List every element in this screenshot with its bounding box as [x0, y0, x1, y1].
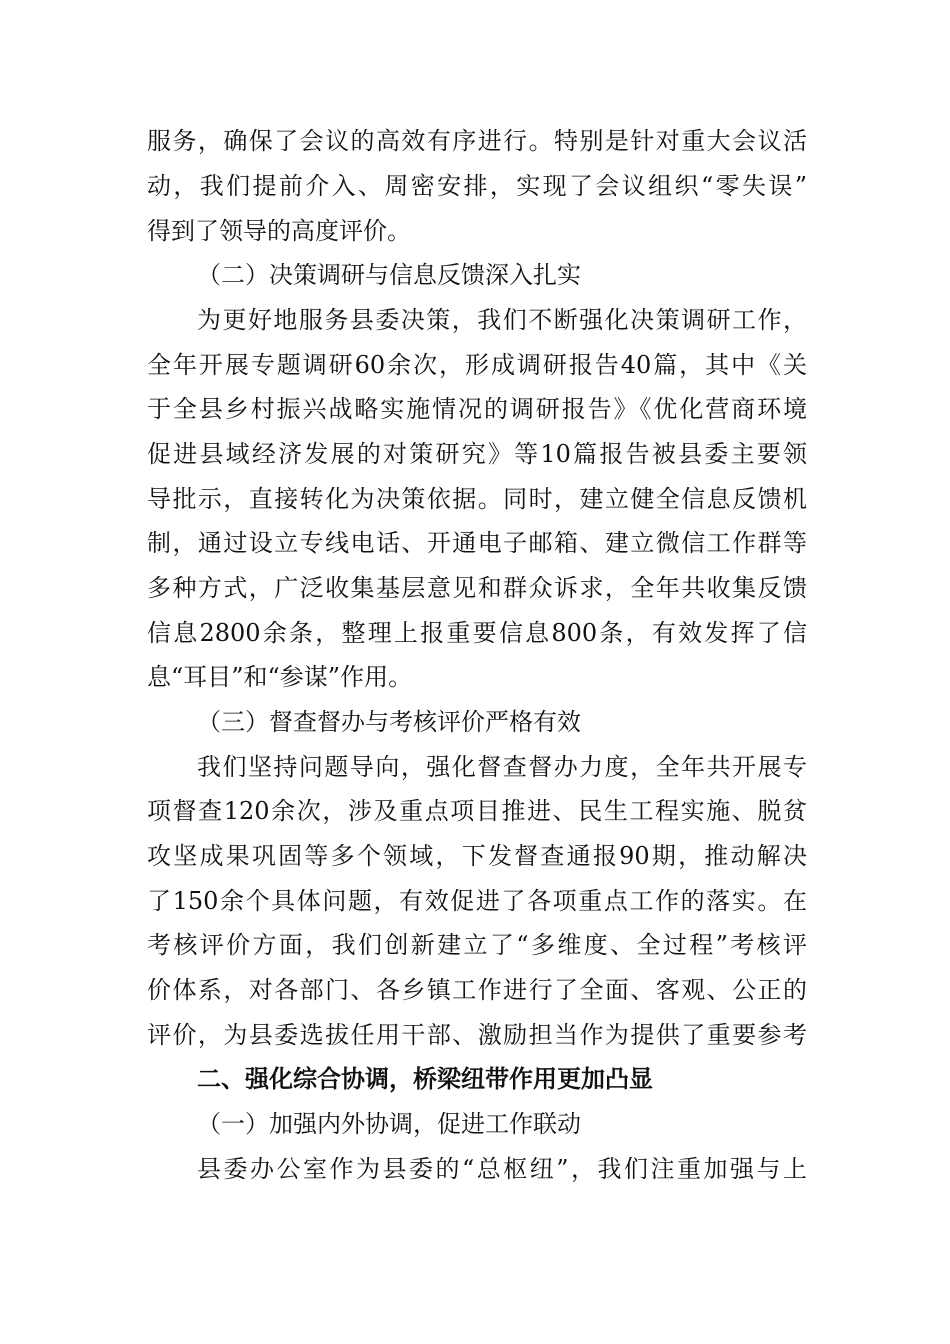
paragraph-line: 多种方式，广泛收集基层意见和群众诉求，全年共收集反馈 [147, 574, 807, 602]
paragraph-line: 信息2800余条，整理上报重要信息800条，有效发挥了信 [147, 619, 807, 647]
paragraph-line: 我们坚持问题导向，强化督查督办力度，全年共开展专 [197, 753, 807, 781]
paragraph-line: 项督查120余次，涉及重点项目推进、民生工程实施、脱贫 [147, 797, 807, 825]
paragraph-line: 促进县域经济发展的对策研究》等10篇报告被县委主要领 [147, 440, 807, 468]
chapter-heading: 二、强化综合协调，桥梁纽带作用更加凸显 [197, 1065, 653, 1093]
section-title: （三）督查督办与考核评价严格有效 [197, 708, 581, 736]
paragraph-line: 评价，为县委选拔任用干部、激励担当作为提供了重要参考 [147, 1021, 807, 1049]
paragraph-line: 制，通过设立专线电话、开通电子邮箱、建立微信工作群等 [147, 529, 807, 557]
paragraph-line: 服务，确保了会议的高效有序进行。特别是针对重大会议活 [147, 127, 807, 155]
paragraph-line: 价体系，对各部门、各乡镇工作进行了全面、客观、公正的 [147, 976, 807, 1004]
paragraph-line: 为更好地服务县委决策，我们不断强化决策调研工作， [197, 306, 807, 334]
paragraph-line: 考核评价方面，我们创新建立了“多维度、全过程”考核评 [147, 931, 807, 959]
paragraph-line: 全年开展专题调研60余次，形成调研报告40篇，其中《关 [147, 351, 807, 379]
paragraph-line: 动，我们提前介入、周密安排，实现了会议组织“零失误” [147, 172, 807, 200]
paragraph-line: 县委办公室作为县委的“总枢纽”，我们注重加强与上 [197, 1155, 807, 1183]
paragraph-line: 导批示，直接转化为决策依据。同时，建立健全信息反馈机 [147, 485, 807, 513]
paragraph-line: 得到了领导的高度评价。 [147, 217, 411, 245]
paragraph-line: 于全县乡村振兴战略实施情况的调研报告》《优化营商环境 [147, 395, 807, 423]
paragraph-line: 攻坚成果巩固等多个领域，下发督查通报90期，推动解决 [147, 842, 807, 870]
paragraph-line: 息“耳目”和“参谋”作用。 [147, 663, 413, 691]
section-title: （一）加强内外协调，促进工作联动 [197, 1110, 581, 1138]
paragraph-line: 了150余个具体问题，有效促进了各项重点工作的落实。在 [147, 887, 807, 915]
section-title: （二）决策调研与信息反馈深入扎实 [197, 261, 581, 289]
